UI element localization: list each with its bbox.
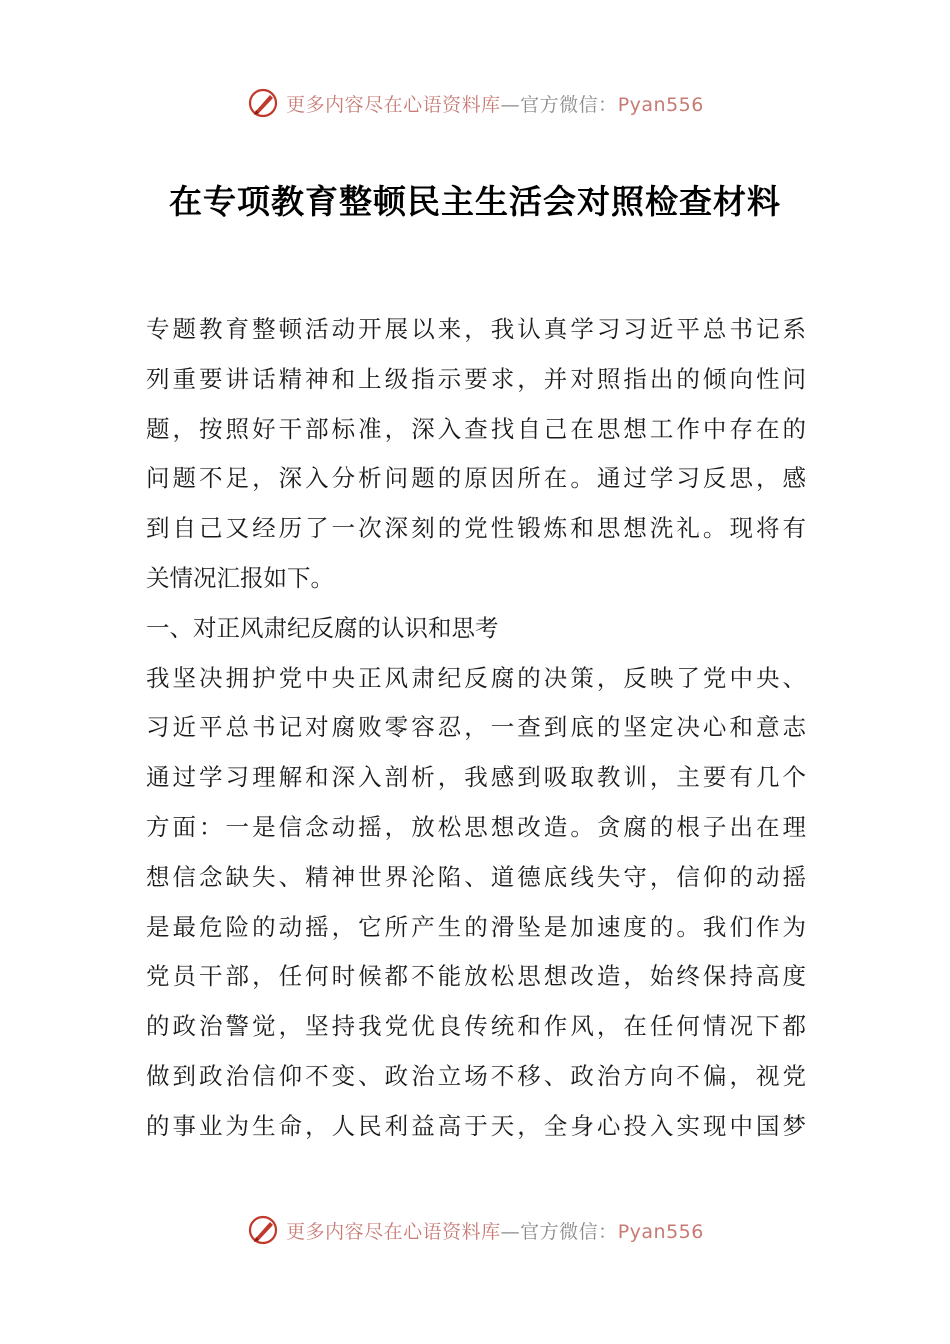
header-banner-text	[286, 90, 704, 117]
footer-banner	[0, 1210, 950, 1250]
body-line: 方面：一是信念动摇，放松思想改造。贪腐的根子出在理	[146, 812, 806, 841]
footer-banner-label: —官方微信：	[500, 1220, 618, 1243]
body-line: 做到政治信仰不变、政治立场不移、政治方向不偏，视党	[146, 1061, 806, 1090]
body-line: 的事业为生命，人民利益高于天，全身心投入实现中国梦	[146, 1111, 806, 1140]
body-line: 想信念缺失、精神世界沦陷、道德底线失守，信仰的动摇	[146, 862, 806, 891]
header-banner-site: 更多内容尽在心语资料库	[286, 93, 501, 116]
body-line: 问题不足，深入分析问题的原因所在。通过学习反思，感	[146, 464, 806, 493]
body-line: 是最危险的动摇，它所产生的滑坠是加速度的。我们作为	[146, 912, 806, 941]
footer-banner-wechat-id: Pyan556	[617, 1220, 704, 1243]
body-line: 关情况汇报如下。	[146, 563, 334, 592]
header-banner	[0, 83, 950, 123]
pen-logo-icon	[246, 1213, 280, 1247]
body-line: 习近平总书记对腐败零容忍，一查到底的坚定决心和意志	[146, 713, 806, 742]
footer-banner-text	[286, 1217, 704, 1244]
body-line: 我坚决拥护党中央正风肃纪反腐的决策，反映了党中央、	[146, 663, 806, 692]
body-line: 题，按照好干部标准，深入查找自己在思想工作中存在的	[146, 414, 806, 443]
header-banner-wechat-id: Pyan556	[617, 93, 704, 116]
document-body	[146, 305, 806, 1152]
body-line: 党员干部，任何时候都不能放松思想改造，始终保持高度	[146, 962, 806, 991]
pen-logo-icon	[246, 86, 280, 120]
body-line: 专题教育整顿活动开展以来，我认真学习习近平总书记系	[146, 315, 806, 343]
footer-banner-site: 更多内容尽在心语资料库	[286, 1220, 501, 1243]
body-line: 的政治警觉，坚持我党优良传统和作风，在任何情况下都	[146, 1012, 806, 1041]
body-line: 通过学习理解和深入剖析，我感到吸取教训，主要有几个	[146, 763, 806, 792]
body-line: 到自己又经历了一次深刻的党性锻炼和思想洗礼。现将有	[146, 514, 806, 543]
header-banner-label: —官方微信：	[500, 93, 618, 116]
body-line: 列重要讲话精神和上级指示要求，并对照指出的倾向性问	[146, 364, 806, 393]
section-heading: 一、对正风肃纪反腐的认识和思考	[146, 613, 499, 642]
document-title: 在专项教育整顿民主生活会对照检查材料	[169, 182, 781, 221]
